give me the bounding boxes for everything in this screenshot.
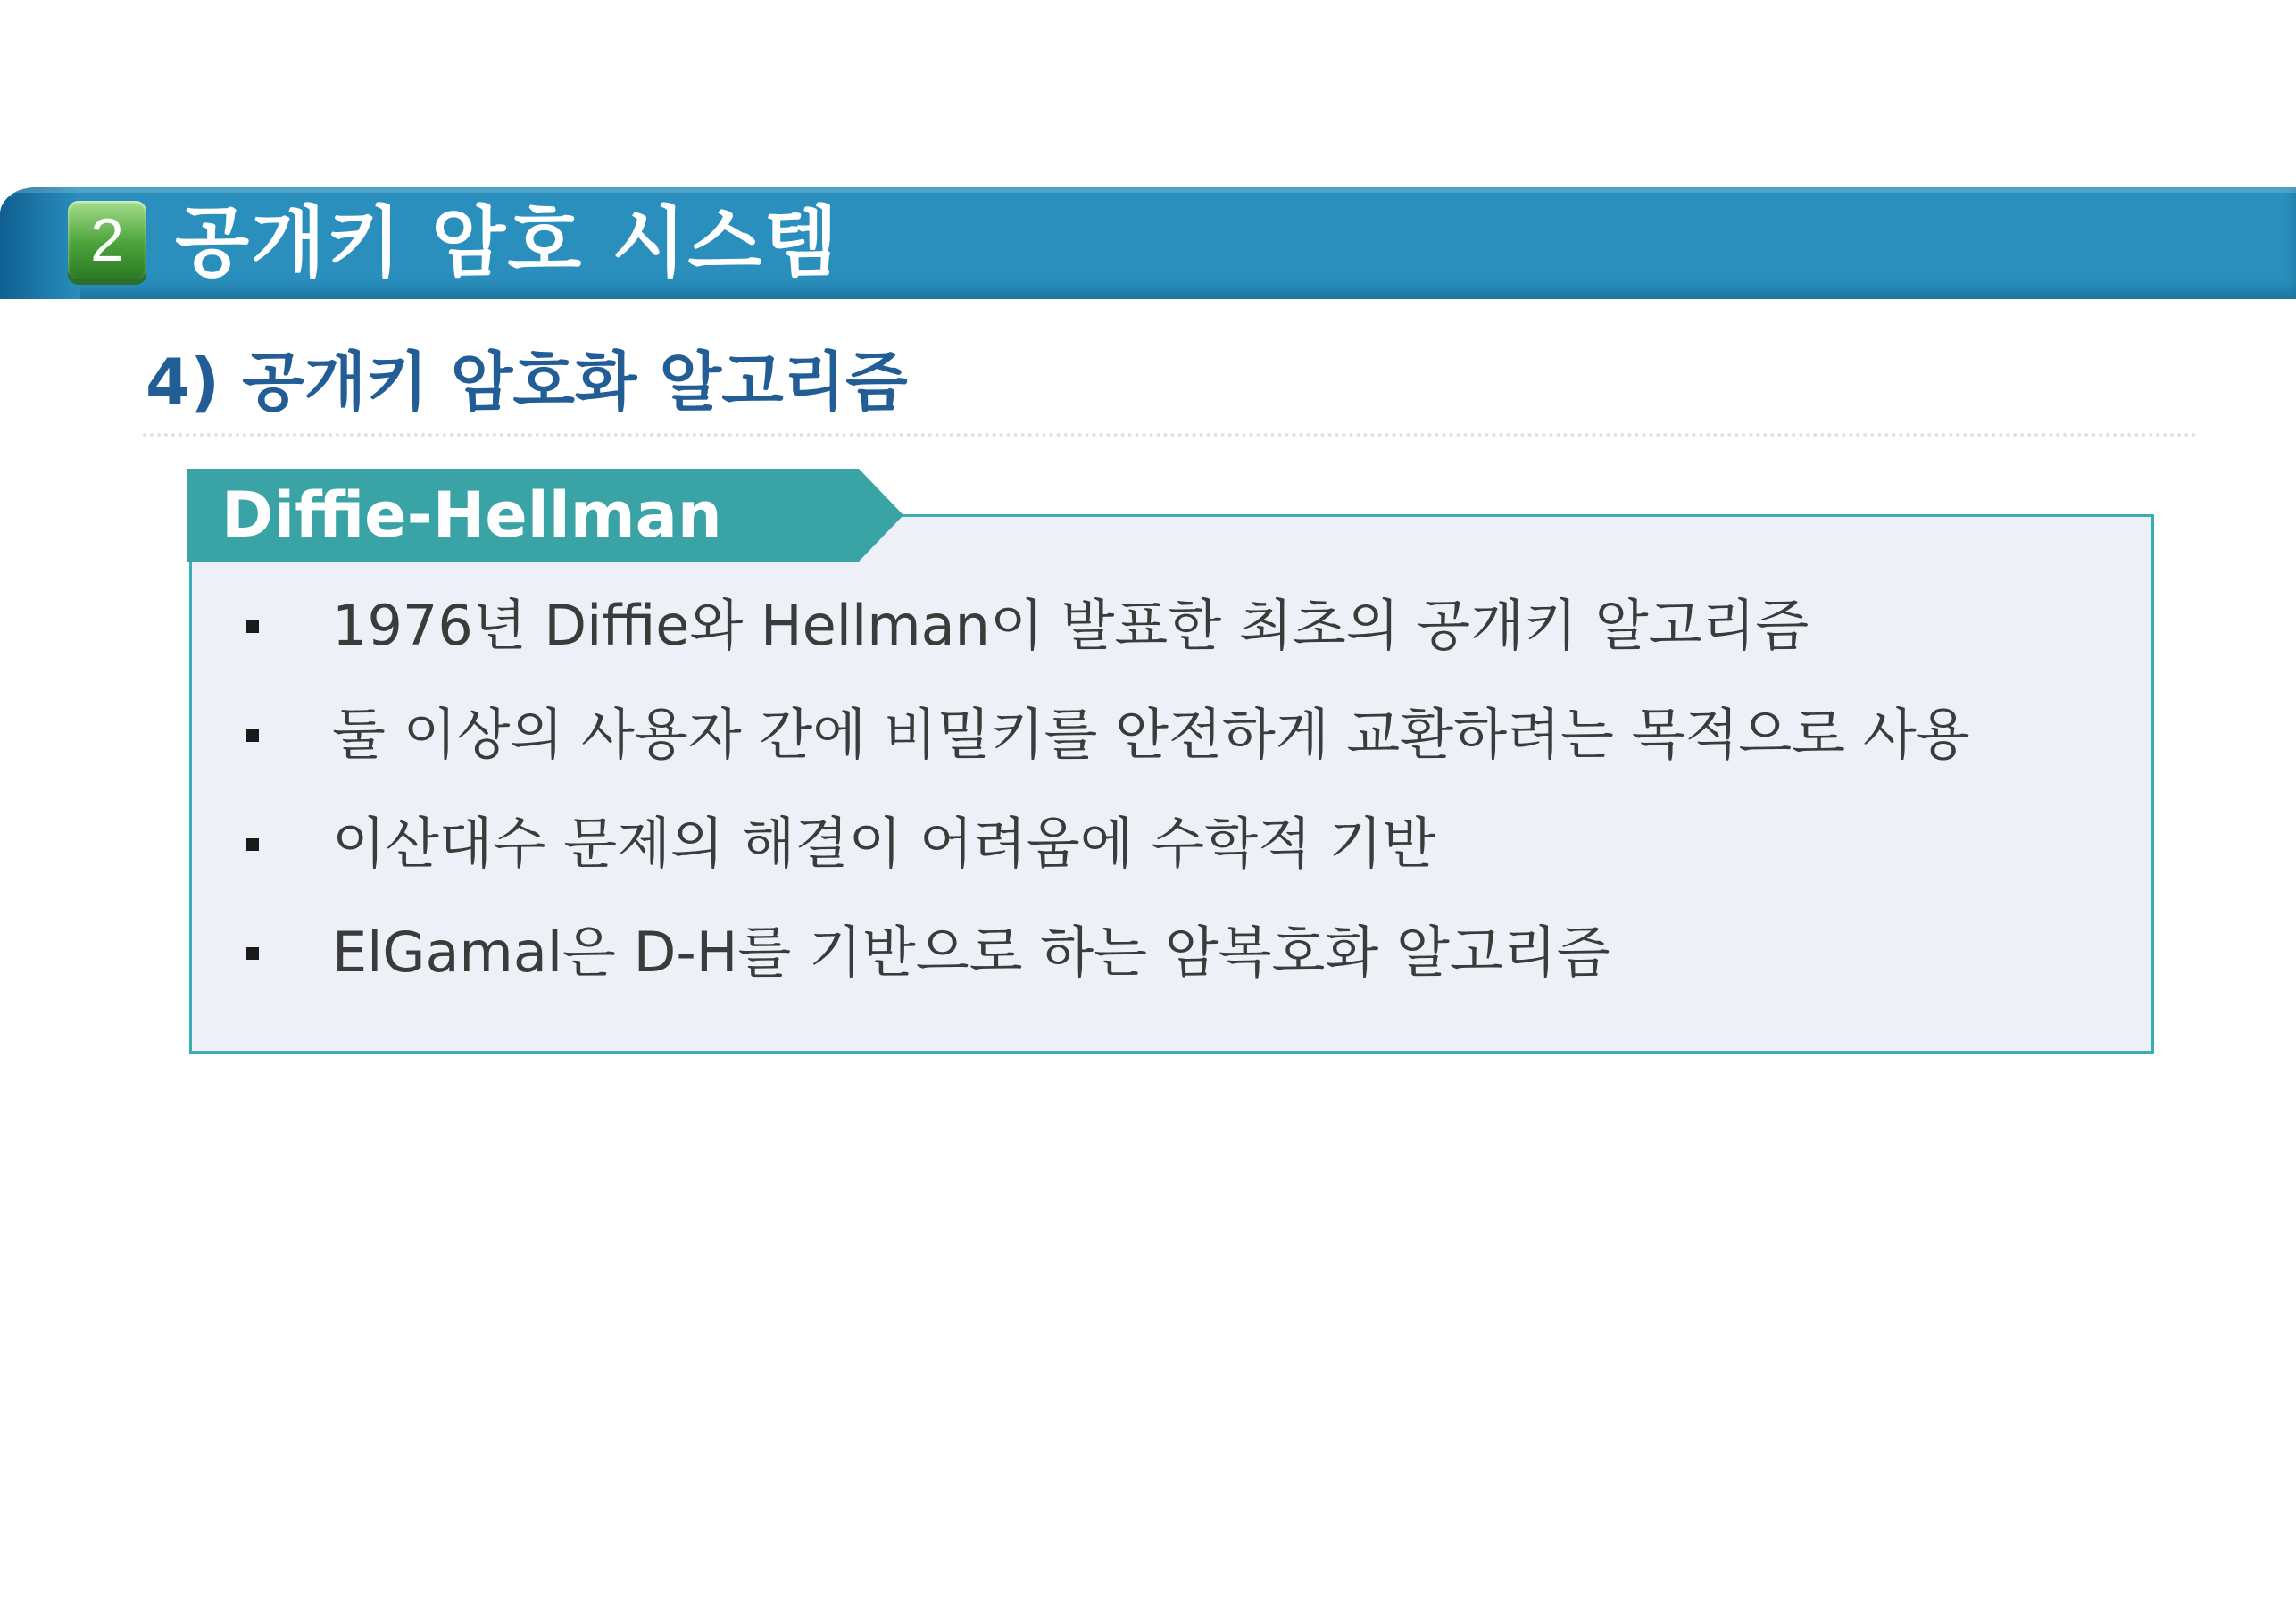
section-number-badge: 2	[68, 201, 146, 279]
subtitle: 4) 공개키 암호화 알고리즘	[146, 345, 908, 420]
square-bullet-icon	[246, 838, 259, 851]
square-bullet-icon	[246, 620, 259, 633]
dotted-divider	[143, 433, 2198, 437]
square-bullet-icon	[246, 947, 259, 960]
box-label-text: Diffie-Hellman	[221, 479, 722, 552]
bullet-text: 둘 이상의 사용자 간에 비밀키를 안전하게 교환하려는 목적으로 사용	[332, 702, 1970, 767]
square-bullet-icon	[246, 729, 259, 742]
bullet-text: ElGamal은 D-H를 기반으로 하는 암복호화 알고리즘	[332, 920, 1610, 985]
box-label-tag	[187, 469, 903, 562]
header-title: 공개키 암호 시스템	[175, 198, 840, 287]
bullet-text: 이산대수 문제의 해결이 어려움에 수학적 기반	[332, 811, 1436, 876]
bullet-text: 1976년 Diffie와 Hellman이 발표한 최초의 공개키 알고리즘	[332, 593, 1809, 658]
